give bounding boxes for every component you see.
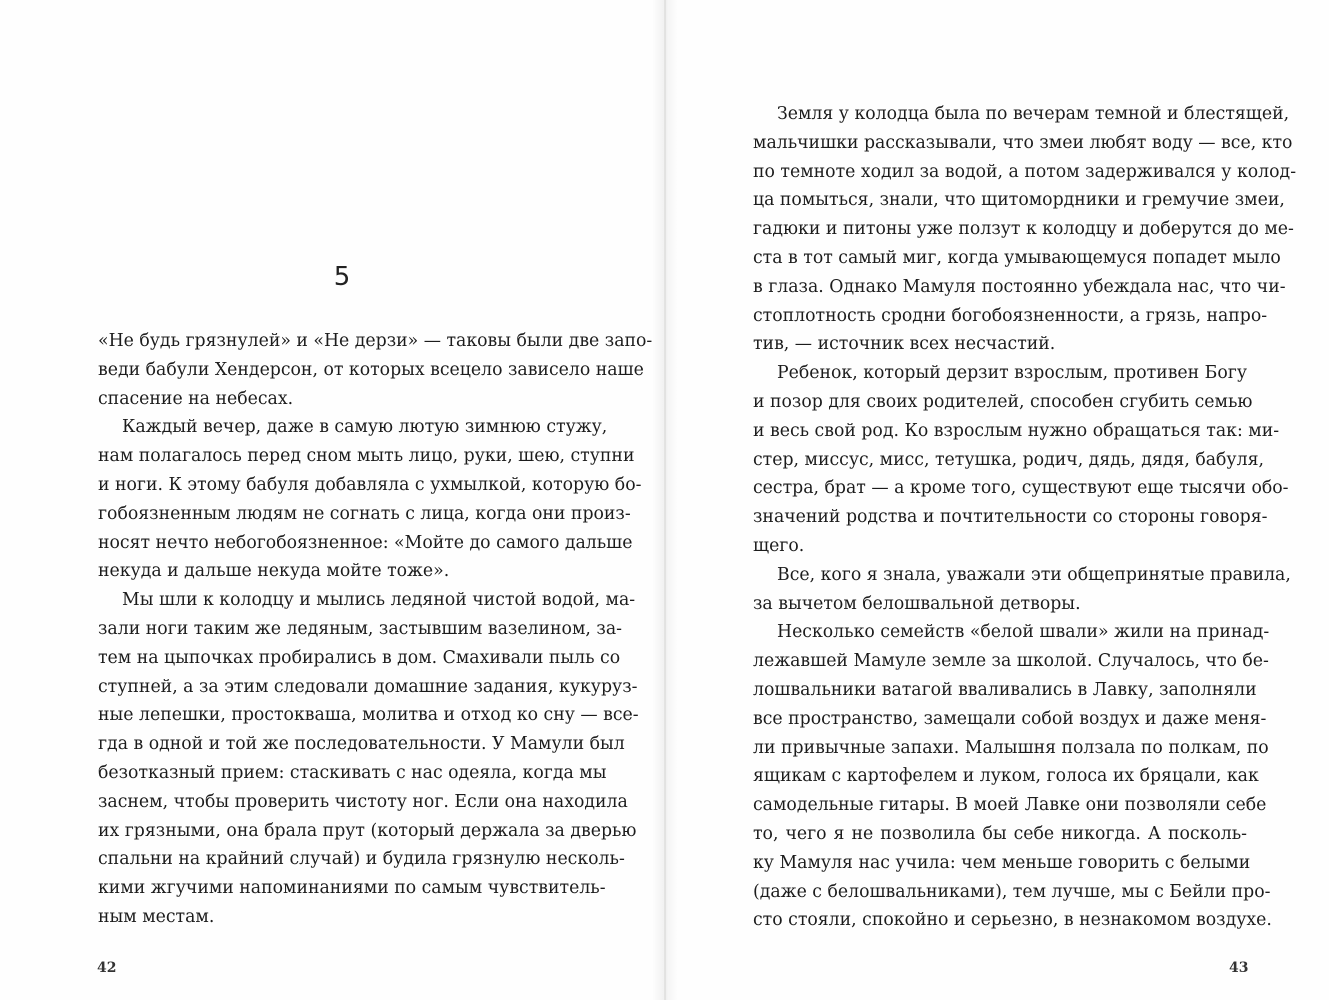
text-line: Все, кого я знала, уважали эти общепринятые правила,	[777, 564, 1291, 585]
text-line: в глаза. Однако Мамуля постоянно убеждала нас, что чи-	[753, 276, 1286, 297]
book-spine-shadow	[652, 0, 678, 1000]
text-line: стер, миссус, мисс, тетушка, родич, дядь, дядя, бабуля,	[753, 449, 1264, 470]
text-line: и позор для своих родителей, способен сгубить семью	[753, 391, 1253, 412]
text-line: Каждый вечер, даже в самую лютую зимнюю стужу,	[122, 417, 608, 438]
text-line: тем на цыпочках пробирались в дом. Смахивали пыль со	[98, 647, 621, 668]
text-line: и весь свой род. Ко взрослым нужно обращаться так: ми-	[753, 420, 1280, 441]
text-line: стоплотность сродни богобоязненности, а грязь, напро-	[753, 305, 1268, 326]
text-line: (даже с белошвальниками), тем лучше, мы с Бейли про-	[753, 881, 1271, 902]
text-line: Мы шли к колодцу и мылись ледяной чистой водой, ма-	[122, 590, 636, 611]
text-line: Несколько семейств «белой швали» жили на принад-	[777, 622, 1270, 643]
text-line: самодельные гитары. В моей Лавке они позволяли себе	[753, 795, 1267, 816]
chapter-number: 5	[333, 262, 351, 292]
text-line: гадюки и питоны уже ползут к колодцу и доберутся до ме-	[753, 219, 1294, 240]
text-line: гобоязненным людям не согнать с лица, когда они произ-	[98, 503, 631, 524]
text-line: ца помыться, знали, что щитомордники и гремучие змеи,	[753, 190, 1285, 211]
text-line: щего.	[753, 535, 805, 556]
text-line: Ребенок, который дерзит взрослым, противен Богу	[777, 363, 1247, 384]
text-line: сестра, брат — а кроме того, существуют еще тысячи обо-	[753, 478, 1289, 499]
text-line: за вычетом белошвальной детворы.	[753, 593, 1081, 614]
right-page-text	[753, 100, 1297, 935]
right-page-number: 43	[1229, 960, 1249, 976]
text-line: гда в одной и той же последовательности. У Мамули был	[98, 734, 625, 755]
text-line: ли привычные запахи. Малышня ползала по полкам, по	[753, 737, 1269, 758]
text-line: ящикам с картофелем и луком, голоса их бряцали, как	[753, 766, 1259, 787]
text-line: мальчишки рассказывали, что змеи любят воду — все, кто	[753, 132, 1293, 153]
text-line: ные лепешки, простокваша, молитва и отход ко сну — все-	[98, 705, 639, 726]
text-line: Земля у колодца была по вечерам темной и блестящей,	[777, 104, 1290, 124]
text-line: по темноте ходил за водой, а потом задерживался у колод-	[753, 161, 1297, 182]
text-line: тив, — источник всех несчастий.	[753, 334, 1056, 355]
text-line: некуда и дальше некуда мойте тоже».	[98, 561, 450, 582]
text-line: лежавшей Мамуле земле за школой. Случалось, что бе-	[753, 651, 1269, 672]
text-line: ста в тот самый миг, когда умывающемуся попадет мыло	[753, 247, 1281, 268]
text-line: сто стояли, спокойно и серьезно, в незнакомом воздухе.	[753, 910, 1272, 931]
text-line: спальни на крайний случай) и будила грязнулю несколь-	[98, 849, 625, 870]
text-line: и ноги. К этому бабуля добавляла с ухмылкой, которую бо-	[98, 474, 642, 495]
text-line: все пространство, замещали собой воздух и даже меня-	[753, 708, 1267, 729]
text-line: то, чего я не позволила бы себе никогда. А посколь-	[753, 823, 1247, 844]
text-line: заснем, чтобы проверить чистоту ног. Если она находила	[98, 791, 628, 812]
text-line: ку Мамуля нас учила: чем меньше говорить с белыми	[753, 852, 1251, 873]
text-line: веди бабули Хендерсон, от которых всецело зависело наше	[98, 359, 644, 380]
text-line: лошвальники ватагой вваливались в Лавку, заполняли	[753, 679, 1257, 700]
text-line: ступней, а за этим следовали домашние задания, кукуруз-	[98, 676, 638, 697]
text-line: значений родства и почтительности со стороны говоря-	[753, 507, 1268, 528]
text-line: носят нечто небогобоязненное: «Мойте до самого дальше	[98, 532, 633, 553]
text-line: безотказный прием: стаскивать с нас одеяла, когда мы	[98, 762, 607, 783]
left-page-text	[98, 327, 653, 932]
text-line: кими жгучими напоминаниями по самым чувствитель-	[98, 878, 606, 899]
left-page-number: 42	[97, 960, 117, 976]
text-line: спасение на небесах.	[98, 388, 294, 409]
text-line: их грязными, она брала прут (который держала за дверью	[98, 820, 637, 841]
text-line: нам полагалось перед сном мыть лицо, руки, шею, ступни	[98, 446, 635, 467]
text-line: «Не будь грязнулей» и «Не дерзи» — таковы были две запо-	[98, 331, 653, 351]
text-line: зали ноги таким же ледяным, застывшим вазелином, за-	[98, 618, 622, 639]
text-line: ным местам.	[98, 906, 215, 927]
